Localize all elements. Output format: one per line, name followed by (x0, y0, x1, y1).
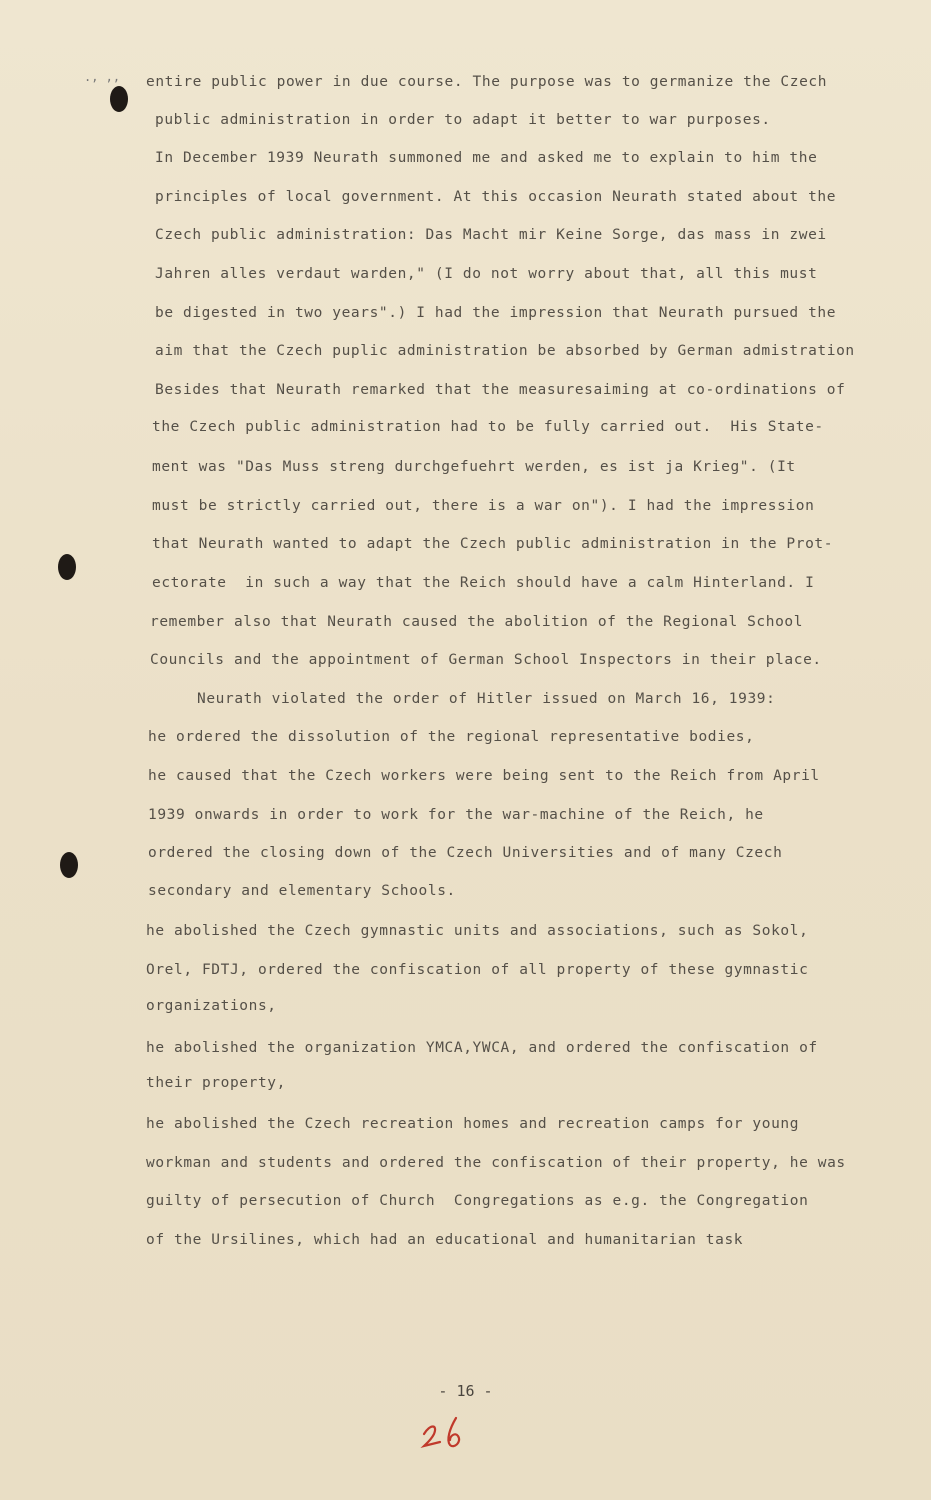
text-line: their property, (146, 1075, 286, 1091)
punch-hole (110, 86, 128, 112)
text-line: be digested in two years".) I had the impression that Neurath pursued the (155, 305, 837, 321)
text-line: secondary and elementary Schools. (148, 883, 456, 899)
punch-hole (58, 554, 76, 580)
text-line: entire public power in due course. The purpose was to germanize the Czech (146, 74, 828, 90)
text-line: he abolished the organization YMCA,YWCA, and ordered the confiscation of (146, 1040, 818, 1056)
punch-hole (60, 852, 78, 878)
margin-marks: ., ,, (84, 70, 121, 84)
text-line: Neurath violated the order of Hitler issued on March 16, 1939: (197, 691, 776, 707)
text-line: the Czech public administration had to be fully carried out. His State- (152, 419, 824, 435)
handwritten-page-number (420, 1412, 480, 1452)
text-line: ment was "Das Muss streng durchgefuehrt werden, es ist ja Krieg". (It (152, 459, 796, 475)
text-line: aim that the Czech puplic administration be absorbed by German admistration (155, 343, 855, 359)
text-line: he ordered the dissolution of the regional representative bodies, (148, 729, 755, 745)
text-line: that Neurath wanted to adapt the Czech public administration in the Prot- (152, 536, 834, 552)
text-line: guilty of persecution of Church Congregations as e.g. the Congregation (146, 1193, 809, 1209)
text-line: public administration in order to adapt it better to war purposes. (155, 112, 771, 128)
text-line: he abolished the Czech gymnastic units and associations, such as Sokol, (146, 923, 809, 939)
text-line: organizations, (146, 998, 277, 1014)
text-line: Orel, FDTJ, ordered the confiscation of all property of these gymnastic (146, 962, 809, 978)
text-line: principles of local government. At this occasion Neurath stated about the (155, 189, 837, 205)
text-line: Councils and the appointment of German School Inspectors in their place. (150, 652, 822, 668)
text-line: he caused that the Czech workers were being sent to the Reich from April (148, 768, 820, 784)
text-line: Besides that Neurath remarked that the measuresaiming at co-ordinations of (155, 382, 846, 398)
text-line: he abolished the Czech recreation homes and recreation camps for young (146, 1116, 800, 1132)
text-line: ectorate in such a way that the Reich should have a calm Hinterland. I (152, 575, 815, 591)
page-number: - 16 - (438, 1382, 493, 1400)
text-line: 1939 onwards in order to work for the war-machine of the Reich, he (148, 807, 764, 823)
text-line: of the Ursilines, which had an educational and humanitarian task (146, 1232, 744, 1248)
text-line: ordered the closing down of the Czech Universities and of many Czech (148, 845, 783, 861)
text-line: must be strictly carried out, there is a war on"). I had the impression (152, 498, 815, 514)
text-line: In December 1939 Neurath summoned me and asked me to explain to him the (155, 150, 818, 166)
text-line: remember also that Neurath caused the abolition of the Regional School (150, 614, 804, 630)
text-line: Czech public administration: Das Macht mir Keine Sorge, das mass in zwei (155, 227, 827, 243)
text-line: Jahren alles verdaut warden," (I do not worry about that, all this must (155, 266, 818, 282)
text-line: workman and students and ordered the confiscation of their property, he was (146, 1155, 846, 1171)
